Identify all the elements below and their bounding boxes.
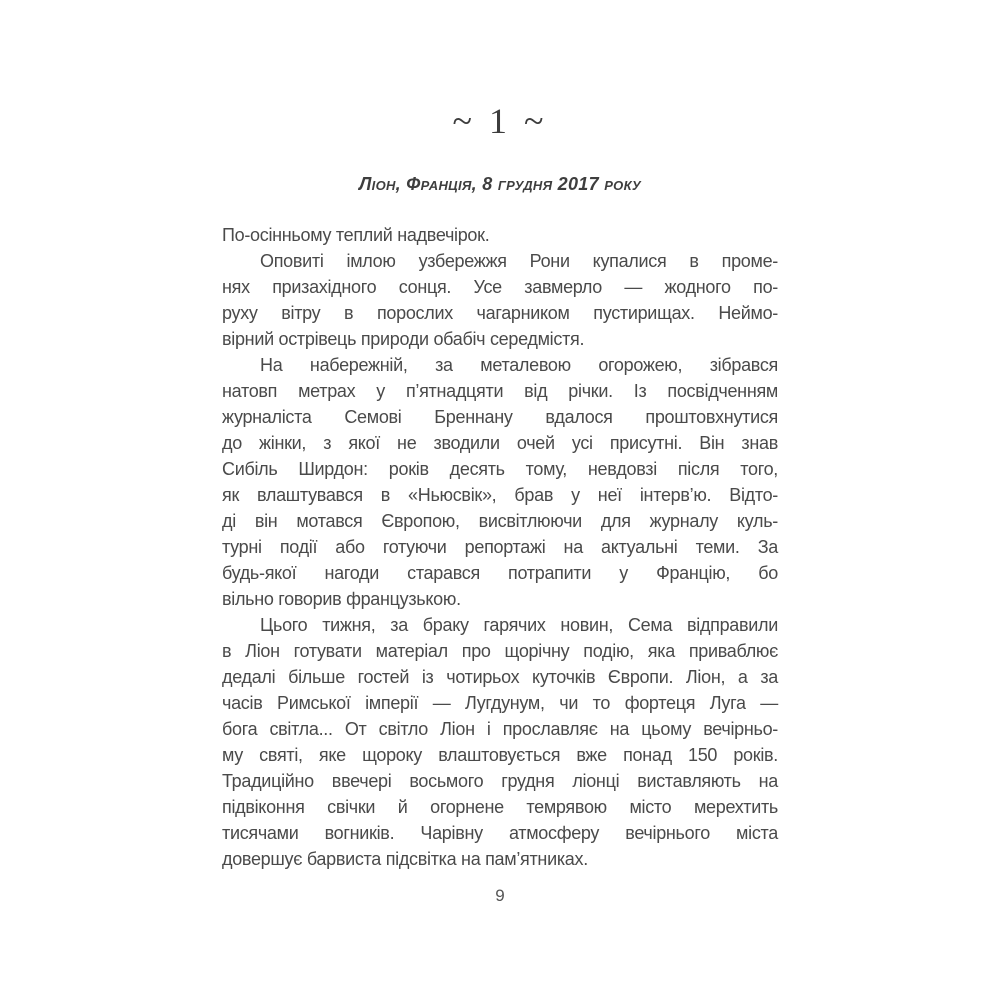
- chapter-number-heading: ~ 1 ~: [452, 101, 548, 141]
- text-line: ді він мотався Європою, висвітлюючи для журналу куль-: [222, 511, 778, 531]
- text-line: натовп метрах у п’ятнадцяти від річки. Із посвідченням: [222, 381, 778, 401]
- paragraph: [222, 612, 778, 872]
- text-line: На набережній, за металевою огорожею, зібрався: [260, 355, 778, 375]
- text-line: турні події або готуючи репортажі на актуальні теми. За: [222, 537, 778, 557]
- paragraph: [222, 352, 778, 612]
- text-line: журналіста Семові Бреннану вдалося проштовхнутися: [222, 407, 778, 427]
- text-line: в Ліон готувати матеріал про щорічну подію, яка приваблює: [222, 641, 778, 661]
- chapter-subtitle: Ліон, Франція, 8 грудня 2017 року: [359, 174, 641, 194]
- text-line: будь-якої нагоди старався потрапити у Францію, бо: [222, 563, 778, 583]
- text-line: Оповиті імлою узбережжя Рони купалися в проме-: [260, 251, 778, 271]
- text-line: вірний острівець природи обабіч середмістя.: [222, 329, 585, 349]
- page-number: 9: [495, 886, 505, 905]
- text-line: тисячами вогників. Чарівну атмосферу вечірнього міста: [222, 823, 778, 843]
- text-line: По-осінньому теплий надвечірок.: [222, 225, 490, 245]
- text-line: як влаштувався в «Ньюсвік», брав у неї інтерв’ю. Відто-: [222, 485, 778, 505]
- text-line: дедалі більше гостей із чотирьох куточків Європи. Ліон, а за: [222, 667, 778, 687]
- text-line: нях призахідного сонця. Усе завмерло — жодного по-: [222, 277, 778, 297]
- text-line: вільно говорив французькою.: [222, 589, 461, 609]
- text-line: Традиційно ввечері восьмого грудня ліонці виставляють на: [222, 771, 778, 791]
- body-text: [222, 222, 778, 872]
- text-line: бога світла... От світло Ліон і прославляє на цьому вечірньо-: [222, 719, 778, 739]
- text-line: часів Римської імперії — Лугдунум, чи то фортеця Луга —: [222, 693, 778, 713]
- text-line: до жінки, з якої не зводили очей усі присутні. Він знав: [222, 433, 778, 453]
- text-line: Цього тижня, за браку гарячих новин, Сема відправили: [260, 615, 778, 635]
- paragraph: [222, 222, 778, 248]
- text-line: довершує барвиста підсвітка на пам’ятниках.: [222, 849, 588, 869]
- text-line: Сибіль Ширдон: років десять тому, невдовзі після того,: [222, 459, 778, 479]
- text-line: руху вітру в порослих чагарником пустирищах. Неймо-: [222, 303, 778, 323]
- text-line: підвіконня свічки й огорнене темрявою місто мерехтить: [222, 797, 778, 817]
- text-line: му святі, яке щороку влаштовується вже понад 150 років.: [222, 745, 778, 765]
- paragraph: [222, 248, 778, 352]
